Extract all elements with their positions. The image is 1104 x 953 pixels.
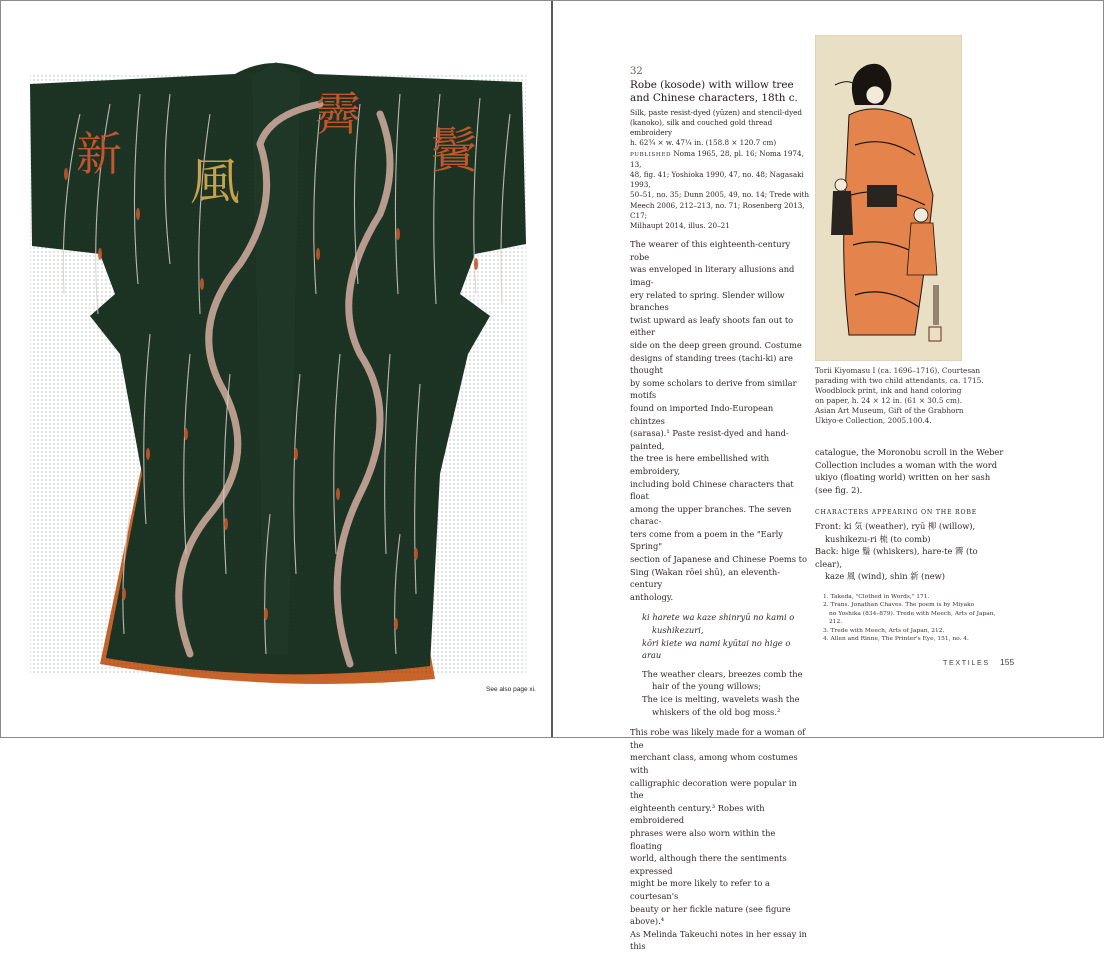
text-line: might be more likely to refer to a courtesan's <box>630 878 770 901</box>
entry-title-line: Robe (kosode) with willow tree <box>630 78 794 91</box>
poem-line: ki harete wa kaze shinryū no kami o <box>642 612 795 623</box>
text-line: found on imported Indo-European chintzes <box>630 402 774 426</box>
footnote: no Yoshika (834–879). Trede with Meech, Arts of Japan, 212. <box>829 610 996 626</box>
text-line: ery related to spring. Slender willow branches <box>630 289 785 313</box>
poem-translation <box>642 668 810 718</box>
characters-heading: CHARACTERS APPEARING ON THE ROBE <box>815 509 978 517</box>
image-caption: See also page xi. <box>486 686 536 693</box>
text-line: world, although there the sentiments expressed <box>630 853 787 876</box>
translation-line: hair of the young willows; <box>652 681 762 692</box>
text-line: section of Japanese and Chinese Poems to <box>630 554 807 565</box>
paragraph-1 <box>630 238 810 603</box>
characters-list <box>815 520 1005 583</box>
poem-line: kōri kiete wa nami kyūtai no hige o arau <box>642 637 791 661</box>
translation-line: The weather clears, breezes comb the <box>642 668 803 679</box>
poem-line: kushikezuri, <box>652 625 704 636</box>
robe-character-center: 風 <box>190 153 240 211</box>
text-line: among the upper branches. The seven charac- <box>630 503 792 527</box>
entry-column-1 <box>630 66 810 953</box>
print-caption-line: parading with two child attendants, ca. 1715. <box>815 376 984 386</box>
text-line: was enveloped in literary allusions and imag- <box>630 264 795 287</box>
character-line: kushikezu-ri 梳 (to comb) <box>825 533 931 544</box>
entry-number: 32 <box>630 66 643 77</box>
published-line: Milhaupt 2014, illus. 20–21 <box>630 221 730 231</box>
text-line: ters come from a poem in the "Early Spring" <box>630 528 783 552</box>
text-line: designs of standing trees (tachi-ki) are thought <box>630 352 793 376</box>
text-line: the tree is here embellished with embroidery, <box>630 453 770 476</box>
robe-character-left: 新 <box>76 127 122 181</box>
text-line: catalogue, the Moronobu scroll in the Weber <box>815 447 1004 457</box>
published-line: Meech 2006, 212–213, no. 71; Rosenberg 2013, C17; <box>630 200 805 220</box>
footnote: 3. Trede with Meech, Arts of Japan, 212. <box>823 627 945 634</box>
character-line: Front: ki 気 (weather), ryū 柳 (willow), <box>815 520 976 531</box>
meta-line: Silk, paste resist-dyed (yūzen) and stencil-dyed <box>630 107 803 117</box>
paragraph-2 <box>630 726 810 953</box>
character-line: Back: hige 鬚 (whiskers), hare-te 霽 (to clear), <box>815 546 978 569</box>
robe-character-collar: 霽 <box>315 87 361 141</box>
footnote: 2. Trans. Jonathan Chaves. The poem is by Miyako <box>823 602 975 609</box>
print-caption-line: on paper, h. 24 × 12 in. (61 × 30.5 cm). <box>815 396 963 406</box>
robe-character-right: 鬢 <box>430 123 479 179</box>
entry-title-line: and Chinese characters, 18th c. <box>630 92 798 105</box>
print-caption-line: Torii Kiyomasu I (ca. 1696–1716), Courtesan <box>815 366 981 375</box>
footnote: 4. Allen and Rinne, The Printer's Eye, 151, no. 4. <box>823 635 969 642</box>
print-caption-line: Ukiyo-e Collection, 2005.100.4. <box>815 416 932 426</box>
published-line: 48, fig. 41; Yoshioka 1990, 47, no. 48; Nagasaki 1993, <box>630 170 804 190</box>
text-line: anthology. <box>630 591 674 602</box>
published-label: PUBLISHED <box>630 151 672 158</box>
poem-romanized <box>642 611 810 661</box>
meta-line: h. 62¾ × w. 47¼ in. (158.8 × 120.7 cm) <box>630 138 777 148</box>
published-line: Noma 1965, 28, pl. 16; Noma 1974, 13, <box>630 148 804 169</box>
text-line: ukiyo (floating world) written on her sash <box>815 472 991 483</box>
translation-line: The ice is melting, wavelets wash the <box>642 694 800 704</box>
text-line: phrases were also worn within the floating <box>630 827 776 851</box>
text-line: The wearer of this eighteenth-century robe <box>630 239 791 262</box>
meta-line: (kanoko), silk and couched gold thread embroidery <box>630 117 773 138</box>
spine-gutter <box>551 0 553 738</box>
ukiyo-e-print-image <box>815 35 962 361</box>
text-line: merchant class, among whom costumes with <box>630 752 798 775</box>
text-line: This robe was likely made for a woman of the <box>630 727 806 750</box>
text-line: by some scholars to derive from similar motifs <box>630 377 797 401</box>
character-line: kaze 風 (wind), shin 新 (new) <box>825 571 945 582</box>
footnotes <box>815 593 1005 643</box>
translation-line: whiskers of the old bog moss.² <box>652 706 781 717</box>
print-caption-line: Asian Art Museum, Gift of the Grabhorn <box>815 406 964 416</box>
text-line: side on the deep green ground. Costume <box>630 339 802 350</box>
text-line: Sing (Wakan rōei shū), an eleventh-century <box>630 566 781 590</box>
text-line: including bold Chinese characters that float <box>630 478 794 502</box>
page-number: 155 <box>1000 657 1015 667</box>
print-caption-line: Woodblock print, ink and hand coloring <box>815 386 962 396</box>
text-line: eighteenth century.³ Robes with embroidered <box>630 802 765 826</box>
text-line: calligraphic decoration were popular in the <box>630 777 797 801</box>
entry-metadata <box>630 108 810 231</box>
footnote: 1. Takeda, "Clothed in Words," 171. <box>823 593 930 600</box>
entry-column-2 <box>815 446 1005 643</box>
text-line: twist upward as leafy shoots fan out to either <box>630 314 794 338</box>
published-line: 50–51, no. 35; Dunn 2005, 49, no. 14; Trede with <box>630 190 810 200</box>
text-line: As Melinda Takeuchi notes in her essay in this <box>630 928 807 952</box>
left-page <box>0 0 552 738</box>
text-line: (sarasa).¹ Paste resist-dyed and hand-painted, <box>630 428 789 451</box>
text-line: (see fig. 2). <box>815 484 863 495</box>
print-caption <box>815 366 1015 427</box>
text-line: beauty or her fickle nature (see figure above).⁴ <box>630 903 791 927</box>
running-footer: TEXTILES <box>943 658 990 667</box>
text-line: Collection includes a woman with the word <box>815 459 998 470</box>
